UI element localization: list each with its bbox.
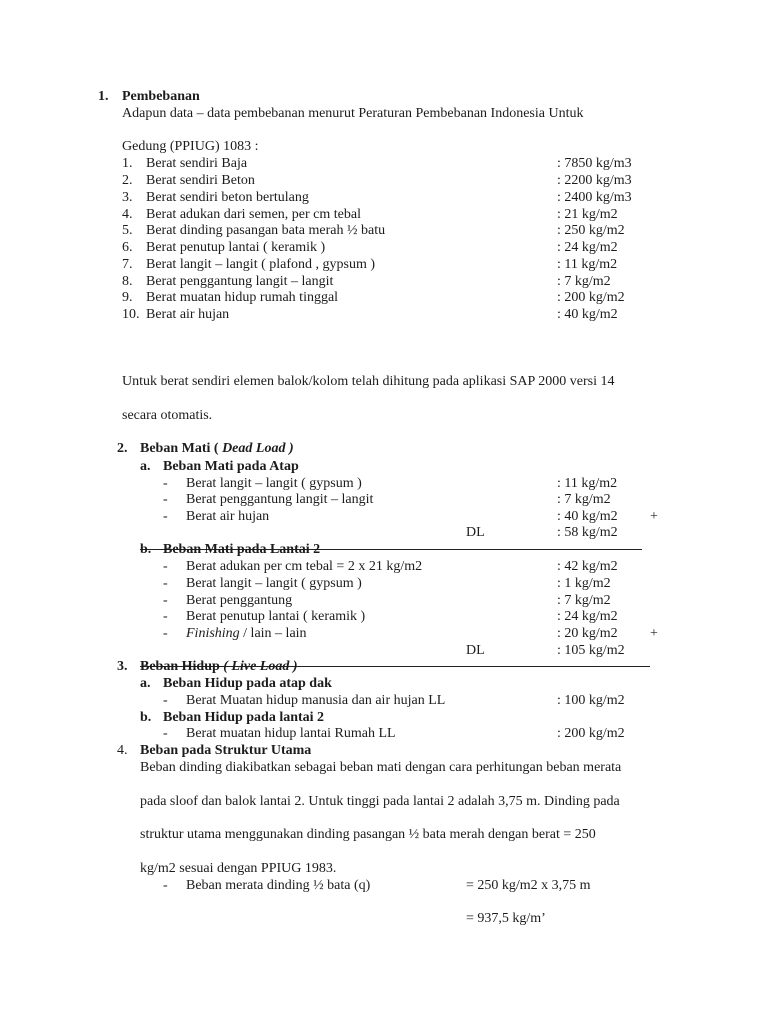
list-item-number: 9. [122, 290, 133, 305]
section-4-paragraph-line-3: struktur utama menggunakan dinding pasangan ½ bata merah dengan berat = 250 [140, 827, 596, 842]
dash-bullet: - [163, 878, 168, 893]
dash-bullet: - [163, 609, 168, 624]
subsection-3a-label: a. [140, 676, 151, 691]
section-4-paragraph-line-4: kg/m2 sesuai dengan PPIUG 1983. [140, 861, 337, 876]
list-item-value: : 21 kg/m2 [557, 207, 618, 222]
list-item-value: : 20 kg/m2 [557, 626, 618, 641]
list-item-value: : 7 kg/m2 [557, 274, 611, 289]
dash-bullet: - [163, 476, 168, 491]
dash-bullet: - [163, 726, 168, 741]
finishing-italic: Finishing [186, 626, 240, 641]
dash-bullet: - [163, 693, 168, 708]
list-item-label: Berat langit – langit ( gypsum ) [186, 576, 362, 591]
section-1-intro-line-1: Adapun data – data pembebanan menurut Peraturan Pembebanan Indonesia Untuk [122, 106, 584, 121]
list-item-label: Berat penggantung langit – langit [146, 274, 334, 289]
list-item-value: : 24 kg/m2 [557, 609, 618, 624]
subsection-2b-title: Beban Mati pada Lantai 2 [163, 542, 321, 557]
list-item-label: Berat muatan hidup lantai Rumah LL [186, 726, 396, 741]
list-item-value: : 7 kg/m2 [557, 492, 611, 507]
list-item-number: 5. [122, 223, 133, 238]
plus-sign: + [650, 509, 658, 524]
list-item-number: 7. [122, 257, 133, 272]
list-item-value: : 2200 kg/m3 [557, 173, 632, 188]
calc-value-2: = 937,5 kg/m’ [466, 911, 546, 926]
subsection-3b-label: b. [140, 710, 152, 725]
list-item-number: 1. [122, 156, 133, 171]
list-item-label: Berat air hujan [146, 307, 230, 322]
list-item-label: Berat sendiri Baja [146, 156, 248, 171]
list-item-value: : 2400 kg/m3 [557, 190, 632, 205]
total-label: DL [466, 643, 485, 658]
calc-label: Beban merata dinding ½ bata (q) [186, 878, 371, 893]
list-item-label: Berat penutup lantai ( keramik ) [146, 240, 326, 255]
finishing-rest: / lain – lain [239, 626, 307, 641]
section-3-title-italic: ( Live Load ) [223, 659, 298, 674]
dash-bullet: - [163, 576, 168, 591]
list-item-value: : 24 kg/m2 [557, 240, 618, 255]
subsection-2a-label: a. [140, 459, 151, 474]
list-item-value: : 200 kg/m2 [557, 726, 625, 741]
list-item-value: : 40 kg/m2 [557, 509, 618, 524]
list-item-value: : 40 kg/m2 [557, 307, 618, 322]
list-item-value: : 250 kg/m2 [557, 223, 625, 238]
list-item-value: : 11 kg/m2 [557, 257, 618, 272]
subsection-3a-title: Beban Hidup pada atap dak [163, 676, 332, 691]
section-1-note-line-2: secara otomatis. [122, 408, 213, 423]
list-item-number: 4. [122, 207, 133, 222]
list-item-label: Berat penutup lantai ( keramik ) [186, 609, 366, 624]
section-4-title: Beban pada Struktur Utama [140, 743, 312, 758]
list-item-label: Berat Muatan hidup manusia dan air hujan LL [186, 693, 446, 708]
list-item-label: Berat adukan dari semen, per cm tebal [146, 207, 361, 222]
list-item-value: : 1 kg/m2 [557, 576, 611, 591]
list-item-value: : 42 kg/m2 [557, 559, 618, 574]
section-2-number: 2. [117, 441, 128, 456]
section-1-note-line-1: Untuk berat sendiri elemen balok/kolom telah dihitung pada aplikasi SAP 2000 versi 14 [122, 374, 615, 389]
list-item-label: Berat penggantung [186, 593, 293, 608]
list-item-label: Berat air hujan [186, 509, 270, 524]
plus-sign: + [650, 626, 658, 641]
list-item-label: Berat dinding pasangan bata merah ½ batu [146, 223, 386, 238]
list-item-label: Berat penggantung langit – langit [186, 492, 374, 507]
dash-bullet: - [163, 593, 168, 608]
list-item-number: 10. [122, 307, 140, 322]
dash-bullet: - [163, 509, 168, 524]
list-item-label: Berat sendiri Beton [146, 173, 255, 188]
list-item-number: 2. [122, 173, 133, 188]
list-item-label: Berat langit – langit ( gypsum ) [186, 476, 362, 491]
section-1-intro-line-2: Gedung (PPIUG) 1083 : [122, 139, 259, 154]
section-2-title-text: Beban Mati ( [140, 441, 223, 456]
total-value: : 58 kg/m2 [557, 525, 618, 540]
section-2-title-italic: Dead Load ) [222, 441, 294, 456]
subsection-2a-title: Beban Mati pada Atap [163, 459, 299, 474]
finishing-label [186, 625, 307, 642]
calc-value-1: = 250 kg/m2 x 3,75 m [466, 878, 591, 893]
section-4-paragraph-line-2: pada sloof dan balok lantai 2. Untuk tinggi pada lantai 2 adalah 3,75 m. Dinding pada [140, 794, 620, 809]
list-item-value: : 200 kg/m2 [557, 290, 625, 305]
total-label: DL [466, 525, 485, 540]
list-item-number: 3. [122, 190, 133, 205]
section-4-paragraph-line-1: Beban dinding diakibatkan sebagai beban mati dengan cara perhitungan beban merata [140, 760, 622, 775]
subsection-2b-label: b. [140, 542, 152, 557]
dash-bullet: - [163, 492, 168, 507]
list-item-label: Berat langit – langit ( plafond , gypsum ) [146, 257, 376, 272]
total-value: : 105 kg/m2 [557, 643, 625, 658]
dash-bullet: - [163, 626, 168, 641]
section-1-number: 1. [98, 89, 109, 104]
list-item-label: Berat adukan per cm tebal = 2 x 21 kg/m2 [186, 559, 423, 574]
list-item-label: Berat sendiri beton bertulang [146, 190, 309, 205]
list-item-label: Berat muatan hidup rumah tinggal [146, 290, 339, 305]
section-2-title [140, 440, 294, 457]
subsection-3b-title: Beban Hidup pada lantai 2 [163, 710, 325, 725]
list-item-value: : 7850 kg/m3 [557, 156, 632, 171]
section-3-title-text: Beban Hidup [140, 659, 224, 674]
dash-bullet: - [163, 559, 168, 574]
section-1-title: Pembebanan [122, 89, 200, 104]
list-item-value: : 100 kg/m2 [557, 693, 625, 708]
list-item-value: : 11 kg/m2 [557, 476, 618, 491]
list-item-number: 8. [122, 274, 133, 289]
section-3-title [140, 658, 298, 675]
list-item-value: : 7 kg/m2 [557, 593, 611, 608]
section-3-number: 3. [117, 659, 128, 674]
list-item-number: 6. [122, 240, 133, 255]
section-4-number: 4. [117, 743, 128, 758]
